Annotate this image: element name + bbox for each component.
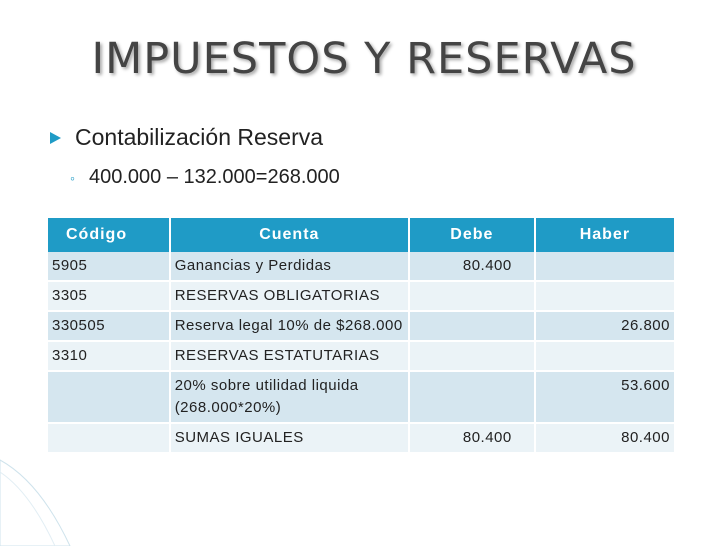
cell-haber bbox=[535, 252, 675, 281]
cell-debe bbox=[409, 341, 535, 371]
cell-codigo: 3305 bbox=[48, 281, 170, 311]
cell-haber: 80.400 bbox=[535, 423, 675, 453]
cell-codigo bbox=[48, 423, 170, 453]
table-row bbox=[48, 371, 675, 423]
cell-cuenta: Reserva legal 10% de $268.000 bbox=[170, 311, 409, 341]
bullet-sub bbox=[70, 166, 340, 189]
decorative-swoosh bbox=[0, 452, 150, 546]
table-row bbox=[48, 252, 675, 281]
triangle-bullet-icon bbox=[50, 132, 61, 144]
cell-cuenta: RESERVAS ESTATUTARIAS bbox=[170, 341, 409, 371]
cell-haber bbox=[535, 341, 675, 371]
table-header-row bbox=[48, 218, 675, 252]
circle-bullet-icon: ◦ bbox=[70, 169, 75, 186]
table-row bbox=[48, 311, 675, 341]
table-row bbox=[48, 423, 675, 453]
cell-codigo: 330505 bbox=[48, 311, 170, 341]
table-row bbox=[48, 281, 675, 311]
cell-haber bbox=[535, 281, 675, 311]
accounting-table bbox=[48, 218, 676, 454]
header-haber: Haber bbox=[535, 218, 675, 252]
cell-codigo bbox=[48, 371, 170, 423]
cell-codigo: 5905 bbox=[48, 252, 170, 281]
table-row bbox=[48, 341, 675, 371]
header-debe: Debe bbox=[409, 218, 535, 252]
cell-codigo: 3310 bbox=[48, 341, 170, 371]
cell-debe bbox=[409, 311, 535, 341]
slide-title: IMPUESTOS Y RESERVAS bbox=[91, 34, 637, 84]
cell-haber: 26.800 bbox=[535, 311, 675, 341]
cell-haber: 53.600 bbox=[535, 371, 675, 423]
cell-cuenta: 20% sobre utilidad liquida (268.000*20%) bbox=[170, 371, 409, 423]
header-cuenta: Cuenta bbox=[170, 218, 409, 252]
cell-cuenta: Ganancias y Perdidas bbox=[170, 252, 409, 281]
bullet-sub-text: 400.000 – 132.000=268.000 bbox=[88, 166, 340, 188]
bullet-main-text: Contabilización Reserva bbox=[75, 124, 324, 150]
cell-debe: 80.400 bbox=[409, 252, 535, 281]
header-codigo: Código bbox=[48, 218, 170, 252]
bullet-main bbox=[50, 124, 323, 151]
cell-debe: 80.400 bbox=[409, 423, 535, 453]
cell-cuenta: SUMAS IGUALES bbox=[170, 423, 409, 453]
cell-debe bbox=[409, 281, 535, 311]
cell-cuenta: RESERVAS OBLIGATORIAS bbox=[170, 281, 409, 311]
cell-debe bbox=[409, 371, 535, 423]
